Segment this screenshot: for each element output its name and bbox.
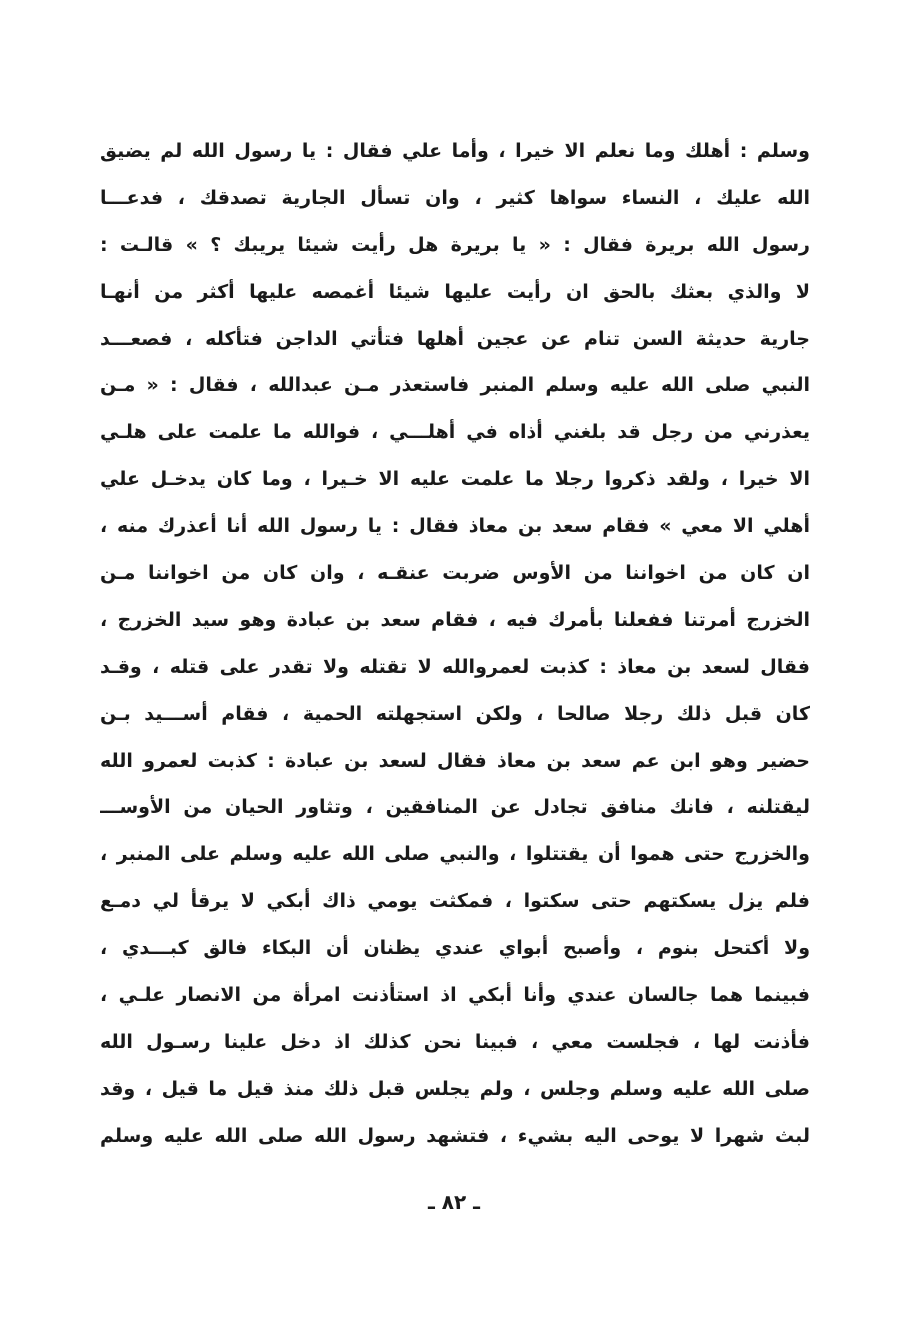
text-line: ان كان من اخواننا من الأوس ضربت عنقـه ، وان كان من اخواننا مـن xyxy=(100,562,810,585)
body-text xyxy=(100,128,810,1160)
text-line: كان قبل ذلك رجلا صالحا ، ولكن استجهلته الحمية ، فقام أســـيد بـن xyxy=(100,702,810,725)
text-line: جارية حديثة السن تنام عن عجين أهلها فتأتي الداجن فتأكله ، فصعـــد xyxy=(100,327,810,350)
text-line: لا والذي بعثك بالحق ان رأيت عليها شيئا أغمصه عليها أكثر من أنهـا xyxy=(100,280,810,303)
text-line: الا خيرا ، ولقد ذكروا رجلا ما علمت عليه الا خـيرا ، وما كان يدخـل علي xyxy=(100,468,810,491)
text-line: حضير وهو ابن عم سعد بن معاذ فقال لسعد بن عبادة : كذبت لعمرو الله xyxy=(100,749,810,772)
page-number: ـ ٨٢ ـ xyxy=(427,1190,481,1214)
text-line: فبينما هما جالسان عندي وأنا أبكي اذ استأذنت امرأة من الانصار علـي ، xyxy=(100,984,810,1007)
text-line: فلم يزل يسكتهم حتى سكتوا ، فمكثت يومي ذاك أبكي لا يرقأ لي دمـع xyxy=(100,890,810,913)
text-line: والخزرج حتى هموا أن يقتتلوا ، والنبي صلى الله عليه وسلم على المنبر ، xyxy=(100,843,810,866)
text-line: صلى الله عليه وسلم وجلس ، ولم يجلس قبل ذلك منذ قيل ما قيل ، وقد xyxy=(100,1077,810,1100)
text-line: فقال لسعد بن معاذ : كذبت لعمروالله لا تقتله ولا تقدر على قتله ، وقـد xyxy=(100,655,810,678)
text-line: فأذنت لها ، فجلست معي ، فبينا نحن كذلك اذ دخل علينا رسـول الله xyxy=(100,1030,810,1053)
text-line: أهلي الا معي » فقام سعد بن معاذ فقال : يا رسول الله أنا أعذرك منه ، xyxy=(100,515,810,538)
text-line: لبث شهرا لا يوحى اليه بشيء ، فتشهد رسول الله صلى الله عليه وسلم xyxy=(100,1124,810,1147)
text-line: يعذرني من رجل قد بلغني أذاه في أهلـــي ، فوالله ما علمت على هلـي xyxy=(100,421,810,444)
text-line: رسول الله بريرة فقال : « يا بريرة هل رأيت شيئا يريبك ؟ » قالـت : xyxy=(100,233,810,256)
text-line: وسلم : أهلك وما نعلم الا خيرا ، وأما علي فقال : يا رسول الله لم يضيق xyxy=(100,140,810,162)
text-line: ليقتلنه ، فانك منافق تجادل عن المنافقين ، وتثاور الحيان من الأوســـ xyxy=(100,796,810,819)
text-line: الله عليك ، النساء سواها كثير ، وان تسأل الجارية تصدقك ، فدعـــا xyxy=(100,186,810,209)
text-line: النبي صلى الله عليه وسلم المنبر فاستعذر مـن عبدالله ، فقال : « مـن xyxy=(100,374,810,397)
text-line: الخزرج أمرتنا ففعلنا بأمرك فيه ، فقام سعد بن عبادة وهو سيد الخزرج ، xyxy=(100,608,810,631)
text-line: ولا أكتحل بنوم ، وأصبح أبواي عندي يظنان أن البكاء فالق كبـــدي ، xyxy=(100,937,810,960)
